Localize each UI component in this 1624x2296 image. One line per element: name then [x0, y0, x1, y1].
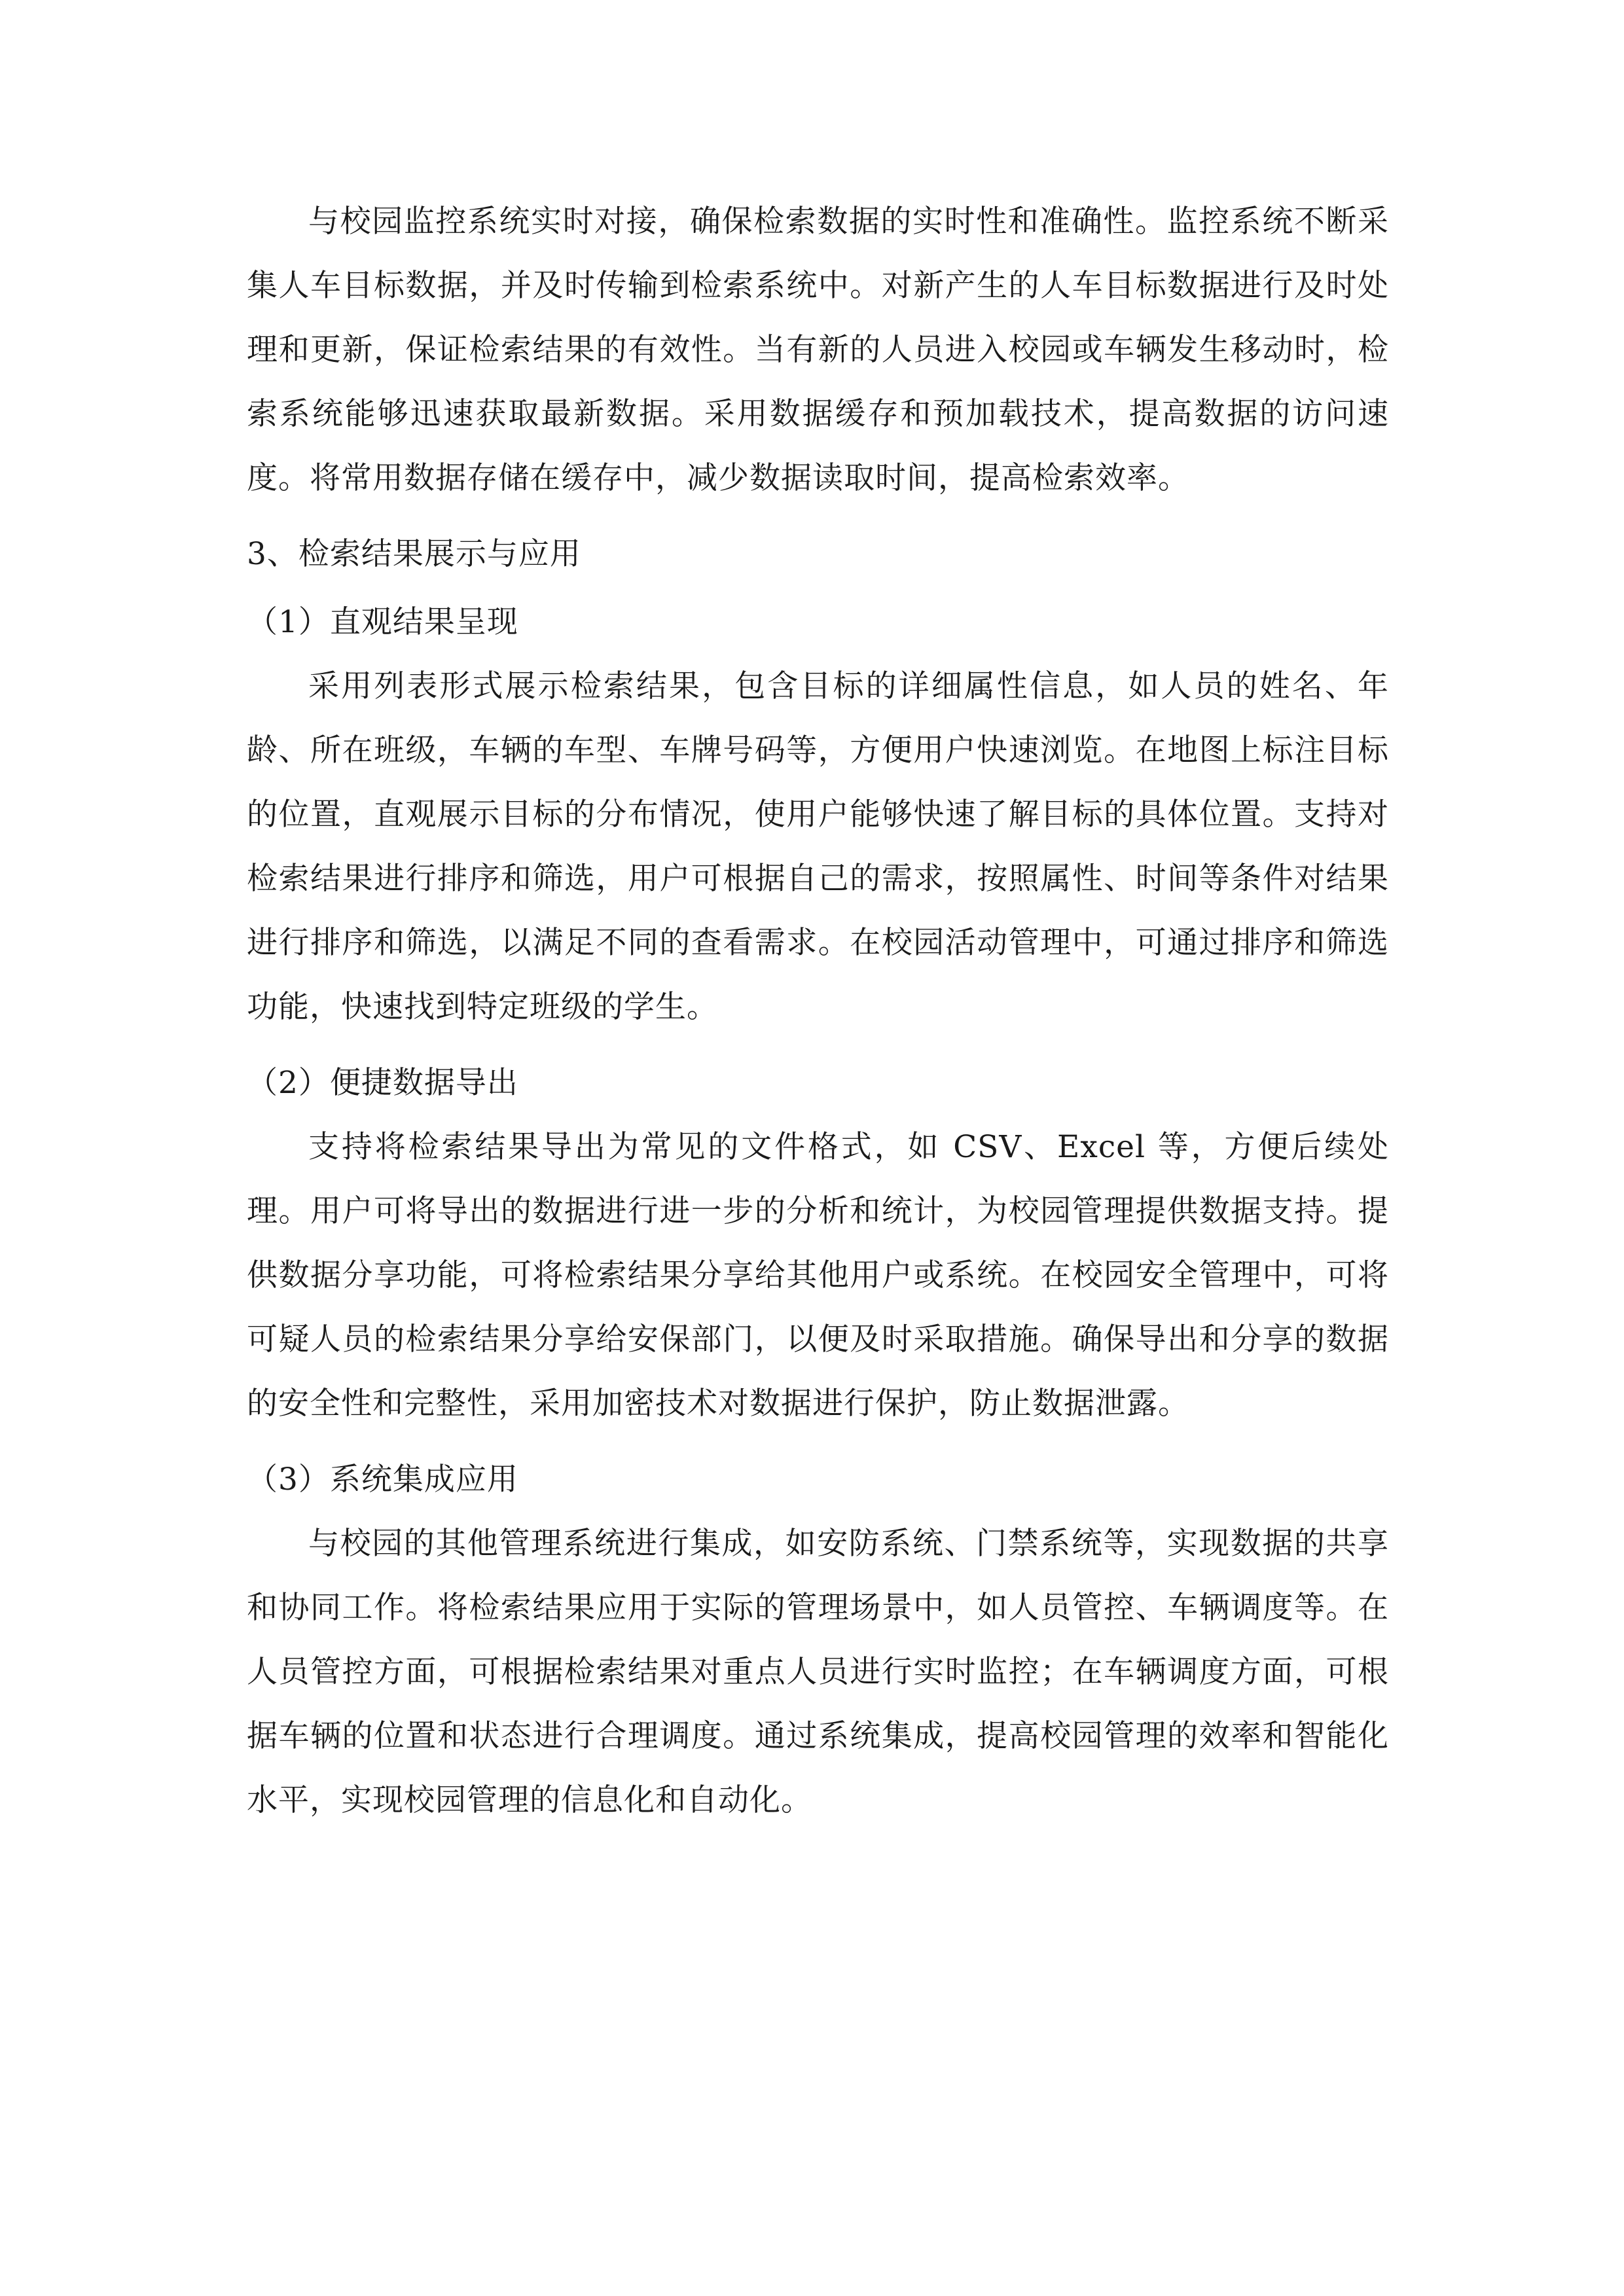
document-body	[247, 190, 1389, 1833]
paragraph-system-integration: 与校园的其他管理系统进行集成，如安防系统、门禁系统等，实现数据的共享和协同工作。将检索结果应用于实际的管理场景中，如人员管控、车辆调度等。在人员管控方面，可根据检索结果对重点人员进行实时监控；在车辆调度方面，可根据车辆的位置和状态进行合理调度。通过系统集成，提高校园管理的效率和智能化水平，实现校园管理的信息化和自动化。	[247, 1526, 1389, 1818]
subheading-1: （1）直观结果呈现	[247, 604, 518, 640]
subheading-2: （2）便捷数据导出	[247, 1065, 518, 1101]
paragraph-realtime-sync: 与校园监控系统实时对接，确保检索数据的实时性和准确性。监控系统不断采集人车目标数据，并及时传输到检索系统中。对新产生的人车目标数据进行及时处理和更新，保证检索结果的有效性。当有新的人员进入校园或车辆发生移动时，检索系统能够迅速获取最新数据。采用数据缓存和预加载技术，提高数据的访问速度。将常用数据存储在缓存中，减少数据读取时间，提高检索效率。	[247, 204, 1389, 496]
paragraph-data-export: 支持将检索结果导出为常见的文件格式，如 CSV、Excel 等，方便后续处理。用户可将导出的数据进行进一步的分析和统计，为校园管理提供数据支持。提供数据分享功能，可将检索结果分享给其他用户或系统。在校园安全管理中，可将可疑人员的检索结果分享给安保部门，以便及时采取措施。确保导出和分享的数据的安全性和完整性，采用加密技术对数据进行保护，防止数据泄露。	[247, 1129, 1389, 1422]
paragraph-result-presentation: 采用列表形式展示检索结果，包含目标的详细属性信息，如人员的姓名、年龄、所在班级，车辆的车型、车牌号码等，方便用户快速浏览。在地图上标注目标的位置，直观展示目标的分布情况，使用户能够快速了解目标的具体位置。支持对检索结果进行排序和筛选，用户可根据自己的需求，按照属性、时间等条件对结果进行排序和筛选，以满足不同的查看需求。在校园活动管理中，可通过排序和筛选功能，快速找到特定班级的学生。	[247, 668, 1389, 1025]
subheading-3: （3）系统集成应用	[247, 1462, 518, 1498]
section-heading-3: 3、检索结果展示与应用	[247, 536, 581, 572]
